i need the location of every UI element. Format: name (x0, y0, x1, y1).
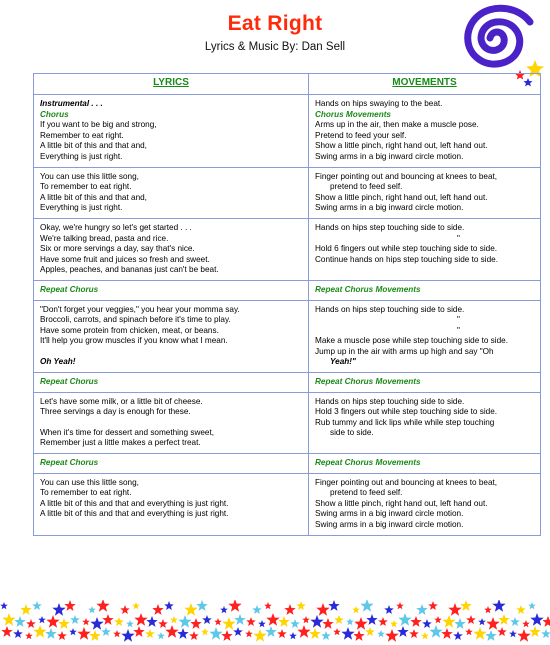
star-shape (164, 601, 174, 610)
lyric-line: If you want to be big and strong, (40, 120, 157, 130)
star-shape (309, 628, 320, 639)
lyric-line: It'll help you grow muscles if you know what I mean. (40, 336, 228, 346)
star-shape (126, 620, 134, 627)
movement-line: Yeah!" (330, 357, 356, 367)
star-shape (184, 603, 197, 616)
star-shape (33, 625, 46, 638)
star-shape (82, 618, 90, 625)
movement-line: Hands on hips step touching side to side. (315, 304, 465, 314)
star-shape (466, 615, 476, 624)
lyric-line: To remember to eat right. (40, 488, 132, 498)
lyrics-cell (34, 373, 309, 393)
star-shape (265, 626, 276, 637)
star-shape (310, 615, 323, 628)
star-shape (178, 615, 191, 628)
movement-line: Hands on hips step touching side to side. (315, 222, 465, 232)
star-shape (497, 627, 507, 636)
lyric-line: When it's time for dessert and something sweet, (40, 427, 215, 437)
star-shape (302, 616, 310, 623)
star-shape (484, 606, 492, 613)
lyric-line: Broccoli, carrots, and spinach before it's time to play. (40, 315, 231, 325)
lyric-line: Everything is just right. (40, 151, 123, 161)
star-shape (428, 601, 438, 610)
movements-cell (309, 473, 541, 535)
star-shape (77, 627, 90, 640)
star-shape (354, 617, 367, 630)
movement-line: Swing arms in a big inward circle motion. (315, 509, 464, 519)
star-shape (442, 615, 455, 628)
repeat-chorus-row (34, 280, 541, 300)
verse-row (34, 95, 541, 168)
star-shape (478, 618, 486, 625)
star-shape (498, 614, 509, 625)
star-shape (297, 625, 310, 638)
star-shape (353, 630, 364, 641)
star-shape (422, 619, 432, 628)
star-shape (253, 629, 266, 642)
star-shape (88, 606, 96, 613)
star-shape (113, 630, 121, 637)
star-shape (316, 603, 329, 616)
lyrics-cell (34, 95, 309, 168)
lyric-line: A little bit of this and that and everything is just right. (40, 498, 229, 508)
star-shape (69, 628, 77, 635)
lyric-line: Let's have some milk, or a little bit of cheese. (40, 396, 203, 406)
star-shape (201, 628, 209, 635)
movements-cell (309, 454, 541, 474)
movement-line: Pretend to feed your self. (315, 130, 407, 140)
star-shape (14, 616, 25, 627)
star-shape (121, 629, 134, 642)
star-shape (334, 615, 344, 624)
movement-line: pretend to feed self. (330, 182, 403, 192)
star-shape (102, 614, 113, 625)
movement-line: " (457, 233, 460, 243)
lyrics-header: LYRICS (34, 74, 309, 95)
star-shape (385, 629, 398, 642)
star-shape (170, 616, 178, 623)
star-shape (492, 600, 505, 612)
star-shape (25, 632, 33, 639)
movement-line: Hands on hips step touching side to side. (315, 396, 465, 406)
star-shape (245, 630, 253, 637)
movement-line: Swing arms in a big inward circle motion. (315, 203, 464, 213)
lyric-line: Okay, we're hungry so let's get started . . . (40, 222, 192, 232)
movement-line: Swing arms in a big inward circle motion. (315, 520, 464, 529)
star-shape (1, 626, 12, 637)
star-shape (530, 613, 543, 626)
movements-cell (309, 95, 541, 168)
star-shape (146, 616, 157, 627)
movement-line: Hands on hips swaying to the beat. (315, 99, 443, 108)
star-shape (528, 602, 536, 609)
movement-line: Swing arms in a big inward circle motion. (315, 151, 464, 161)
lyric-line: Have some fruit and juices so fresh and sweet. (40, 254, 210, 264)
movement-line: Show a little pinch, right hand out, left hand out. (315, 141, 488, 151)
lyric-line: "Don't forget your veggies," you hear your momma say. (40, 304, 240, 314)
star-shape (38, 616, 46, 623)
star-shape (234, 614, 245, 625)
byline: Lyrics & Music By: Dan Sell (204, 41, 346, 53)
movement-line: Rub tummy and lick lips while while step touching (315, 417, 495, 427)
movement-line: Finger pointing out and bouncing at knees to beat, (315, 477, 498, 487)
verse-rows (34, 95, 541, 536)
lyric-line: Six or more servings a day, say that's nice. (40, 244, 195, 254)
star-shape (509, 630, 517, 637)
movement-line: Repeat Chorus Movements (315, 377, 421, 387)
star-shape (158, 619, 168, 628)
star-shape (64, 600, 75, 611)
star-shape (290, 619, 300, 628)
star-shape (20, 604, 31, 615)
repeat-chorus-row (34, 454, 541, 474)
movements-cell (309, 167, 541, 218)
star-shape (510, 617, 520, 626)
lyric-line: Repeat Chorus (40, 458, 99, 468)
star-shape (266, 613, 279, 626)
verse-row (34, 167, 541, 218)
star-shape (341, 627, 354, 640)
star-shape (134, 613, 147, 626)
movement-line: Finger pointing out and bouncing at knees to beat, (315, 171, 498, 181)
star-shape (346, 618, 354, 625)
star-shape (516, 605, 526, 614)
lyric-line: A little bit of this and that and everything is just right. (40, 509, 229, 519)
star-shape (284, 604, 295, 615)
star-shape (352, 606, 360, 613)
movement-line: Continue hands on hips step touching side to side. (315, 254, 498, 264)
verse-row (34, 218, 541, 280)
movements-cell (309, 392, 541, 453)
star-shape (222, 617, 235, 630)
star-shape (209, 627, 222, 640)
movement-line: " (457, 315, 460, 325)
lyrics-cell (34, 218, 309, 280)
lyric-line: Remember just a little makes a perfect treat. (40, 438, 201, 448)
star-shape (46, 615, 59, 628)
star-shape (120, 605, 130, 614)
star-shape (13, 629, 23, 638)
lyric-line: Everything is just right. (40, 203, 123, 213)
star-shape (410, 616, 421, 627)
star-shape (296, 601, 306, 610)
star-shape (32, 601, 42, 610)
star-shape (322, 618, 333, 629)
movements-cell (309, 280, 541, 300)
movement-line: Show a little pinch, right hand out, left hand out. (315, 192, 488, 202)
star-shape (398, 613, 411, 626)
star-shape (0, 602, 8, 609)
lyric-line: Repeat Chorus (40, 284, 99, 294)
star-shape (202, 615, 212, 624)
star-shape (57, 631, 67, 640)
star-shape (360, 600, 373, 612)
lyric-line: A little bit of this and that and, (40, 192, 147, 202)
verse-row (34, 473, 541, 535)
star-shape (264, 602, 272, 609)
movement-line: Make a muscle pose while step touching side to side. (315, 336, 508, 346)
movement-line: Repeat Chorus Movements (315, 284, 421, 294)
movement-line: Hold 6 fingers out while step touching side to side. (315, 244, 498, 254)
movement-line: Chorus Movements (315, 109, 391, 119)
lyric-line (40, 418, 303, 428)
star-shape (397, 626, 408, 637)
star-shape (517, 629, 530, 642)
lyrics-cell (34, 167, 309, 218)
star-shape (460, 600, 471, 611)
star-shape (114, 617, 124, 626)
star-shape (26, 619, 36, 628)
movements-cell (309, 218, 541, 280)
movement-line: pretend to feed self. (330, 488, 403, 498)
star-shape (246, 617, 256, 626)
star-shape (277, 629, 287, 638)
star-shape (465, 628, 473, 635)
lyric-line: You can use this little song, (40, 477, 139, 487)
star-shape (396, 602, 404, 609)
star-shape (278, 616, 289, 627)
star-shape (453, 631, 463, 640)
star-shape (233, 627, 243, 636)
lyric-line: To remember to eat right. (40, 182, 132, 192)
star-shape (190, 618, 201, 629)
lyrics-cell (34, 280, 309, 300)
movements-header: MOVEMENTS (309, 74, 541, 95)
star-shape (196, 600, 207, 611)
movement-line: Arms up in the air, then make a muscle pose. (315, 120, 479, 130)
star-shape (145, 629, 155, 638)
star-shape (434, 616, 442, 623)
star-shape (214, 618, 222, 625)
star-shape (333, 628, 341, 635)
movements-cell (309, 300, 541, 373)
star-shape (101, 627, 111, 636)
star-shape (58, 618, 69, 629)
star-shape (448, 603, 461, 616)
star-shape (390, 620, 398, 627)
lyric-line: Instrumental . . . (40, 99, 103, 108)
movement-line: side to side. (330, 428, 374, 438)
star-shape (542, 616, 550, 627)
movement-line: Show a little pinch, right hand out, left hand out. (315, 498, 488, 508)
star-shape (429, 625, 442, 638)
lyrics-cell (34, 454, 309, 474)
star-shape (409, 629, 419, 638)
star-shape (252, 605, 262, 614)
movement-line: Hold 3 fingers out while step touching side to side. (315, 407, 498, 417)
verse-row (34, 300, 541, 373)
lyric-line: Apples, peaches, and bananas just can't be beat. (40, 265, 219, 275)
lyric-line: We're talking bread, pasta and rice. (40, 233, 169, 243)
star-shape (221, 630, 232, 641)
page-title: Eat Right (227, 12, 323, 35)
star-shape (157, 632, 165, 639)
star-shape (377, 630, 385, 637)
star-shape (529, 626, 540, 637)
lyrics-cell (34, 300, 309, 373)
star-shape (328, 600, 339, 611)
star-shape (89, 630, 100, 641)
lyrics-cell (34, 392, 309, 453)
repeat-chorus-row (34, 373, 541, 393)
star-shape (177, 628, 188, 639)
movement-line: " (457, 325, 460, 335)
lyric-line: Have some protein from chicken, meat, or beans. (40, 325, 219, 335)
lyric-line: Remember to eat right. (40, 130, 124, 140)
star-shape (90, 617, 103, 630)
lyric-line: Oh Yeah! (40, 356, 76, 366)
movements-cell (309, 373, 541, 393)
star-shape (485, 630, 496, 641)
lyrics-cell (34, 473, 309, 535)
star-shape (133, 626, 144, 637)
lyric-line (40, 347, 303, 357)
star-shape (473, 627, 486, 640)
star-shape (228, 600, 241, 612)
lyric-line: You can use this little song, (40, 171, 139, 181)
star-shape (220, 606, 228, 613)
star-shape (45, 628, 56, 639)
lyric-line: Chorus (40, 109, 69, 119)
star-shape (366, 614, 377, 625)
star-border (0, 600, 550, 645)
movement-line: Repeat Chorus Movements (315, 458, 421, 468)
star-shape (541, 629, 550, 638)
star-shape (321, 631, 331, 640)
star-shape (165, 625, 178, 638)
star-shape (289, 632, 297, 639)
star-shape (96, 600, 109, 612)
star-shape (384, 605, 394, 614)
star-shape (522, 620, 530, 627)
star-shape (486, 617, 499, 630)
lyric-line: Three servings a day is enough for these. (40, 407, 191, 417)
star-shape (52, 603, 65, 616)
star-shape (258, 620, 266, 627)
movement-line: Jump up in the air with arms up high and say "Oh (315, 346, 494, 356)
lyric-line: A little bit of this and that and, (40, 141, 147, 151)
star-shape (416, 604, 427, 615)
star-shape (365, 627, 375, 636)
star-shape (70, 615, 80, 624)
verse-row (34, 392, 541, 453)
star-shape (2, 613, 15, 626)
lyric-line: Repeat Chorus (40, 377, 99, 387)
star-shape (441, 628, 452, 639)
star-shape (152, 604, 163, 615)
lyrics-table (33, 73, 541, 536)
star-shape (132, 602, 140, 609)
star-shape (454, 618, 465, 629)
star-shape (189, 631, 199, 640)
star-shape (378, 617, 388, 626)
star-shape (421, 632, 429, 639)
